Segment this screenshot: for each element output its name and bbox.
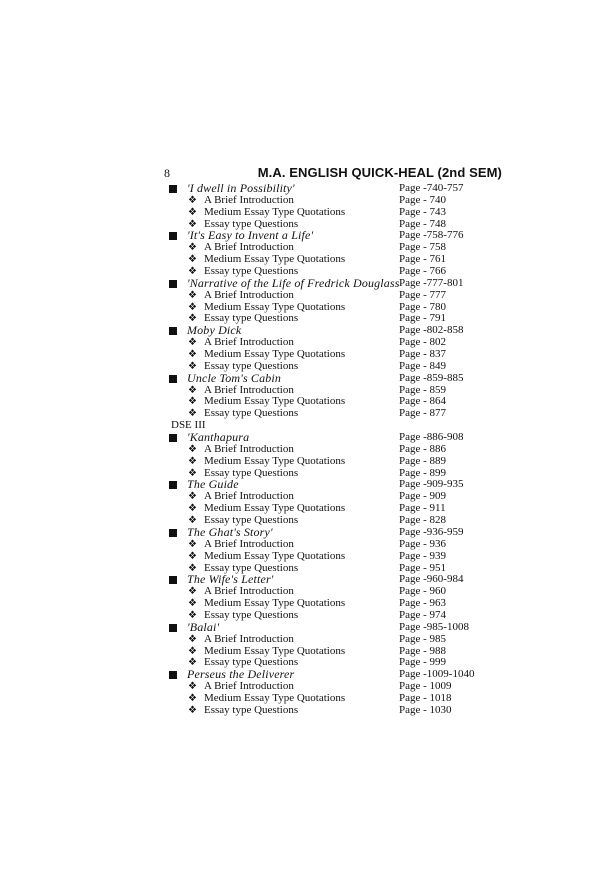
diamond-bullet-icon: ❖: [188, 194, 197, 206]
chapter-title: The Wife's Letter': [187, 572, 274, 587]
square-bullet-icon: [169, 671, 177, 679]
page-reference: Page - 899: [399, 466, 447, 479]
page-reference: Page - 951: [399, 561, 447, 574]
diamond-bullet-icon: ❖: [188, 491, 197, 503]
section-label: Essay type Questions: [204, 466, 299, 479]
section-label: Medium Essay Type Quotations: [204, 502, 346, 515]
section-label: A Brief Introduction: [204, 537, 294, 550]
square-bullet-icon: [169, 375, 177, 383]
diamond-bullet-icon: ❖: [188, 538, 197, 550]
page-title: M.A. ENGLISH QUICK-HEAL (2nd SEM): [257, 165, 502, 180]
chapter-title: 'It's Easy to Invent a Life': [187, 228, 314, 243]
chapter-title: The Guide: [187, 477, 239, 492]
section-label: Essay type Questions: [204, 312, 299, 325]
page-reference: Page - 889: [399, 454, 447, 467]
page-reference: Page - 960: [399, 585, 447, 598]
chapter-title: Uncle Tom's Cabin: [187, 370, 282, 385]
toc-section-row: [169, 207, 509, 219]
section-label: A Brief Introduction: [204, 288, 294, 301]
page-reference: Page - 988: [399, 644, 447, 657]
toc-chapter-row: [169, 275, 509, 290]
toc-section-row: [169, 539, 509, 551]
diamond-bullet-icon: ❖: [188, 598, 197, 610]
diamond-bullet-icon: ❖: [188, 396, 197, 408]
section-label: A Brief Introduction: [204, 680, 294, 693]
toc-section-row: [169, 705, 509, 717]
diamond-bullet-icon: ❖: [188, 301, 197, 313]
section-label: Essay type Questions: [204, 217, 299, 230]
square-bullet-icon: [169, 434, 177, 442]
toc-section-row: [169, 456, 509, 468]
diamond-bullet-icon: ❖: [188, 657, 197, 669]
page-reference: Page - 828: [399, 514, 447, 527]
chapter-title: 'Balai': [187, 619, 220, 634]
toc-section-row: [169, 195, 509, 207]
diamond-bullet-icon: ❖: [188, 467, 197, 479]
page-range: Page -777-801: [399, 276, 464, 289]
diamond-bullet-icon: ❖: [188, 349, 197, 361]
section-label: A Brief Introduction: [204, 383, 294, 396]
square-bullet-icon: [169, 624, 177, 632]
diamond-bullet-icon: ❖: [188, 242, 197, 254]
section-label: A Brief Introduction: [204, 336, 294, 349]
section-label: Medium Essay Type Quotations: [204, 395, 346, 408]
section-label: Essay type Questions: [204, 561, 299, 574]
chapter-title: 'Kanthapura: [187, 430, 250, 445]
square-bullet-icon: [169, 576, 177, 584]
toc-section-row: [169, 634, 509, 646]
diamond-bullet-icon: ❖: [188, 704, 197, 716]
page-reference: Page - 936: [399, 537, 447, 550]
page-range: Page -960-984: [399, 573, 464, 586]
section-label: Medium Essay Type Quotations: [204, 597, 346, 610]
section-label: Medium Essay Type Quotations: [204, 454, 346, 467]
diamond-bullet-icon: ❖: [188, 218, 197, 230]
page-reference: Page - 859: [399, 383, 447, 396]
square-bullet-icon: [169, 185, 177, 193]
chapter-title: The Ghat's Story': [187, 524, 273, 539]
section-label: Essay type Questions: [204, 407, 299, 420]
page-reference: Page - 886: [399, 442, 447, 455]
page-reference: Page - 911: [399, 502, 446, 515]
diamond-bullet-icon: ❖: [188, 562, 197, 574]
page-reference: Page - 802: [399, 336, 447, 349]
toc-chapter-row: [169, 370, 509, 385]
page-reference: Page - 1030: [399, 703, 452, 716]
diamond-bullet-icon: ❖: [188, 408, 197, 420]
diamond-bullet-icon: ❖: [188, 206, 197, 218]
diamond-bullet-icon: ❖: [188, 384, 197, 396]
toc-chapter-row: [169, 524, 509, 539]
diamond-bullet-icon: ❖: [188, 645, 197, 657]
page-reference: Page - 740: [399, 193, 447, 206]
page-reference: Page - 939: [399, 549, 447, 562]
square-bullet-icon: [169, 232, 177, 240]
chapter-title: Moby Dick: [187, 323, 242, 338]
page-range: Page -936-959: [399, 525, 464, 538]
page-reference: Page - 849: [399, 359, 447, 372]
page-reference: Page - 963: [399, 597, 447, 610]
diamond-bullet-icon: ❖: [188, 586, 197, 598]
diamond-bullet-icon: ❖: [188, 681, 197, 693]
toc-chapter-row: [169, 619, 509, 634]
chapter-title: 'I dwell in Possibility': [187, 181, 295, 195]
diamond-bullet-icon: ❖: [188, 337, 197, 349]
section-label: A Brief Introduction: [204, 241, 294, 254]
chapter-title: 'Narrative of the Life of Fredrick Douglass: [187, 275, 400, 290]
diamond-bullet-icon: ❖: [188, 550, 197, 562]
section-label: Medium Essay Type Quotations: [204, 348, 346, 361]
section-label: Essay type Questions: [204, 359, 299, 372]
page-reference: Page - 864: [399, 395, 447, 408]
section-label: A Brief Introduction: [204, 490, 294, 503]
page-reference: Page - 758: [399, 241, 447, 254]
page-reference: Page - 777: [399, 288, 447, 301]
page-range: Page -886-908: [399, 431, 464, 444]
section-label: Essay type Questions: [204, 656, 299, 669]
square-bullet-icon: [169, 529, 177, 537]
page-reference: Page - 748: [399, 217, 447, 230]
page-number: 8: [164, 166, 170, 180]
section-label: A Brief Introduction: [204, 442, 294, 455]
page-range: Page -758-776: [399, 229, 464, 242]
page-reference: Page - 999: [399, 656, 447, 669]
page-range: Page -802-858: [399, 324, 464, 337]
square-bullet-icon: [169, 481, 177, 489]
section-label: Medium Essay Type Quotations: [204, 300, 346, 313]
section-label: A Brief Introduction: [204, 632, 294, 645]
diamond-bullet-icon: ❖: [188, 455, 197, 467]
toc-section-row: [169, 290, 509, 302]
diamond-bullet-icon: ❖: [188, 254, 197, 266]
page-reference: Page - 837: [399, 348, 447, 361]
diamond-bullet-icon: ❖: [188, 515, 197, 527]
diamond-bullet-icon: ❖: [188, 503, 197, 515]
toc-section-row: [169, 444, 509, 456]
section-label: Medium Essay Type Quotations: [204, 691, 346, 704]
diamond-bullet-icon: ❖: [188, 360, 197, 372]
page-range: Page -1009-1040: [399, 668, 475, 681]
section-label: Medium Essay Type Quotations: [204, 549, 346, 562]
page-range: Page -985-1008: [399, 620, 469, 633]
group-heading-label: DSE III: [171, 419, 206, 432]
diamond-bullet-icon: ❖: [188, 609, 197, 621]
toc-section-row: [169, 551, 509, 563]
section-label: Essay type Questions: [204, 703, 299, 716]
page-reference: Page - 780: [399, 300, 447, 313]
page-reference: Page - 743: [399, 205, 447, 218]
page-reference: Page - 985: [399, 632, 447, 645]
page-range: Page -859-885: [399, 371, 464, 384]
square-bullet-icon: [169, 280, 177, 288]
page-reference: Page - 1009: [399, 680, 452, 693]
page-reference: Page - 974: [399, 608, 447, 621]
section-label: Medium Essay Type Quotations: [204, 644, 346, 657]
diamond-bullet-icon: ❖: [188, 633, 197, 645]
page-reference: Page - 909: [399, 490, 447, 503]
page-reference: Page - 791: [399, 312, 447, 325]
page-range: Page -740-757: [399, 182, 464, 194]
section-label: A Brief Introduction: [204, 585, 294, 598]
diamond-bullet-icon: ❖: [188, 692, 197, 704]
section-label: Medium Essay Type Quotations: [204, 205, 346, 218]
page-reference: Page - 766: [399, 265, 447, 278]
diamond-bullet-icon: ❖: [188, 443, 197, 455]
diamond-bullet-icon: ❖: [188, 313, 197, 325]
page-range: Page -909-935: [399, 478, 464, 491]
section-label: A Brief Introduction: [204, 193, 294, 206]
diamond-bullet-icon: ❖: [188, 266, 197, 278]
square-bullet-icon: [169, 327, 177, 335]
section-label: Essay type Questions: [204, 514, 299, 527]
page-reference: Page - 1018: [399, 691, 452, 704]
diamond-bullet-icon: ❖: [188, 289, 197, 301]
section-label: Essay type Questions: [204, 265, 299, 278]
page-reference: Page - 761: [399, 253, 447, 266]
toc-section-row: [169, 408, 509, 420]
page-reference: Page - 877: [399, 407, 447, 420]
section-label: Essay type Questions: [204, 608, 299, 621]
table-of-contents: [169, 183, 509, 717]
chapter-title: Perseus the Deliverer: [187, 667, 295, 682]
section-label: Medium Essay Type Quotations: [204, 253, 346, 266]
